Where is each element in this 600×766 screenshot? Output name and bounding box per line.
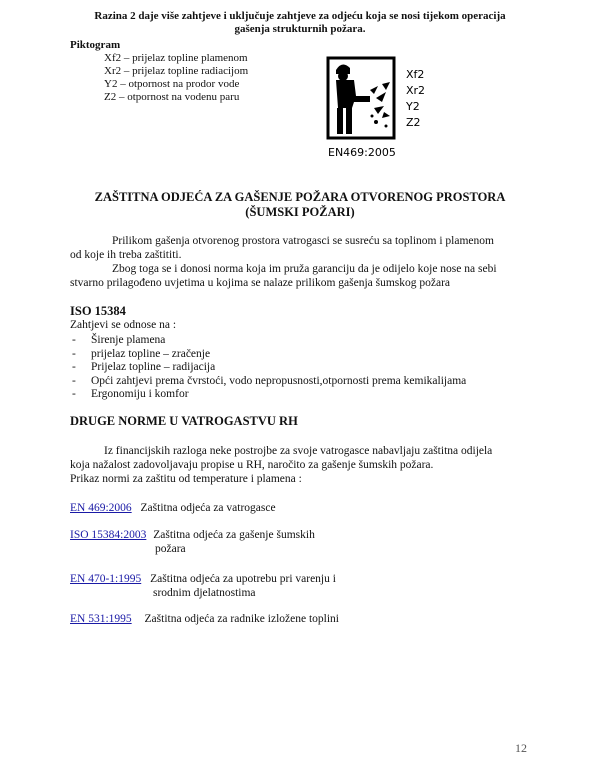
norm-description-cont: požara [155,543,186,555]
other-para-line-2: koja nažalost zadovoljavaju propise u RH, naročito za gašenje šumskih požara. [70,459,434,471]
list-item: - prijelaz topline – zračenje [72,347,466,361]
firefighter-pictogram-icon [326,56,460,160]
norm-description: Zaštitna odjeća za vatrogasce [140,502,276,514]
iso-subtitle: Zahtjevi se odnose na : [70,319,177,331]
pictogram-caption: EN469:2005 [328,146,396,159]
code-z2: Z2 [406,116,421,129]
norm-description-cont: srodnim djelatnostima [153,587,256,599]
section-forest-title [40,190,560,220]
norm-link-en469[interactable]: EN 469:2006 [70,502,132,514]
iso-requirements-list [72,333,466,401]
para2-line-2: stvarno prilagođeno uvjetima u kojima se nalaze prilikom gašenja šumskog požara [70,277,451,289]
para1-line-2: od koje ih treba zaštititi. [70,249,182,261]
intro-line-2: gašenja strukturnih požara. [234,23,366,35]
norm-link-en531[interactable]: EN 531:1995 [70,613,132,625]
piktogram-item: Xf2 – prijelaz topline plamenom [104,52,248,64]
code-xf2: Xf2 [406,68,425,81]
norm-row [70,528,315,542]
norm-link-en470[interactable]: EN 470-1:1995 [70,573,142,585]
norm-description: Zaštitna odjeća za gašenje šumskih [153,529,315,541]
norm-row [70,572,336,586]
section-forest-title-line-2: (ŠUMSKI POŽARI) [245,205,355,219]
norm-link-iso15384[interactable]: ISO 15384:2003 [70,529,147,541]
other-para-line-1: Iz financijskih razloga neke postrojbe za svoje vatrogasce nabavljaju zaštitna odijela [104,445,493,457]
code-xr2: Xr2 [406,84,426,97]
other-para-line-3: Prikaz normi za zaštitu od temperature i plamena : [70,473,302,485]
section-forest-paragraph [70,234,540,290]
norm-row [70,612,339,626]
norm-description: Zaštitna odjeća za upotrebu pri varenju i [150,573,336,585]
piktogram-item: Xr2 – prijelaz topline radiacijom [104,65,249,77]
iso-title: ISO 15384 [70,304,126,318]
code-y2: Y2 [406,100,420,113]
piktogram-list [104,52,248,104]
list-item: - Prijelaz topline – radijacija [72,360,466,374]
norm-row [70,501,276,515]
section-forest-title-line-1: ZAŠTITNA ODJEĆA ZA GAŠENJE POŽARA OTVORENOG PROSTORA [94,190,506,204]
piktogram-item: Y2 – otpornost na prodor vode [104,78,240,90]
intro-line-1: Razina 2 daje više zahtjeve i uključuje zahtjeve za odjeću koja se nosi tijekom operacija [94,10,506,22]
intro-text [40,10,560,36]
en469-pictogram [326,56,460,160]
page-number: 12 [515,741,527,755]
para1-line-1: Prilikom gašenja otvorenog prostora vatrogasci se susreću sa toplinom i plamenom [112,235,494,247]
other-norms-paragraph [70,444,550,486]
other-norms-title: DRUGE NORME U VATROGASTVU RH [70,414,298,428]
para2-line-1: Zbog toga se i donosi norma koja im pruža garanciju da je odijelo koje nose na sebi [112,263,497,275]
piktogram-title: Piktogram [70,39,121,51]
list-item: - Ergonomiju i komfor [72,387,466,401]
list-item: - Širenje plamena [72,333,466,347]
list-item: - Opći zahtjevi prema čvrstoći, vodo nepropusnosti,otpornosti prema kemikalijama [72,374,466,388]
piktogram-item: Z2 – otpornost na vodenu paru [104,91,240,103]
norm-description: Zaštitna odjeća za radnike izložene toplini [144,613,339,625]
